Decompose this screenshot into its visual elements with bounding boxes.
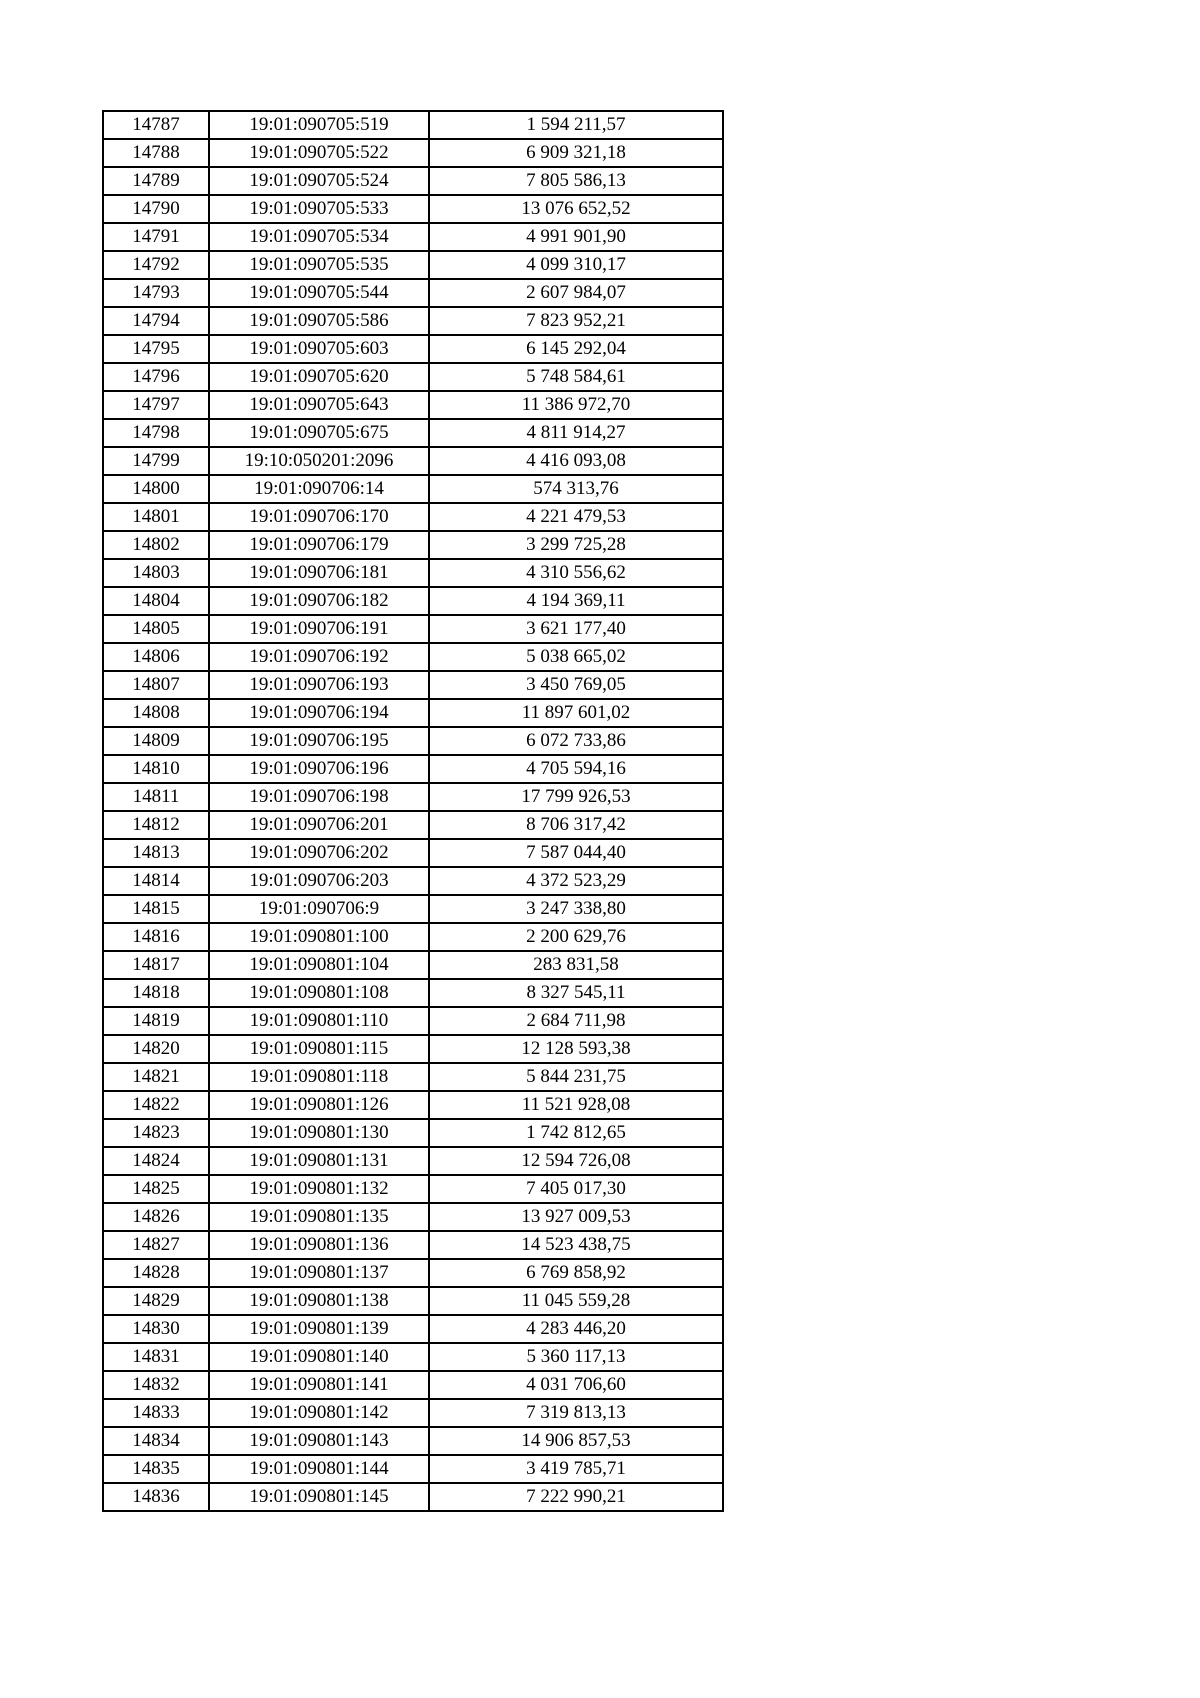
table-row xyxy=(103,699,723,727)
table-row xyxy=(103,139,723,167)
row-number-cell: 14793 xyxy=(103,279,209,307)
row-number-cell: 14791 xyxy=(103,223,209,251)
row-number-cell: 14792 xyxy=(103,251,209,279)
cadastral-value-cell: 1 742 812,65 xyxy=(429,1119,723,1147)
table-row xyxy=(103,951,723,979)
table-row xyxy=(103,1287,723,1315)
cadastral-value-cell: 283 831,58 xyxy=(429,951,723,979)
cadastral-number-cell: 19:01:090801:143 xyxy=(209,1427,429,1455)
row-number-cell: 14821 xyxy=(103,1063,209,1091)
row-number-cell: 14830 xyxy=(103,1315,209,1343)
row-number-cell: 14789 xyxy=(103,167,209,195)
cadastral-value-cell: 5 038 665,02 xyxy=(429,643,723,671)
cadastral-value-cell: 5 360 117,13 xyxy=(429,1343,723,1371)
cadastral-number-cell: 19:01:090801:104 xyxy=(209,951,429,979)
cadastral-number-cell: 19:01:090705:544 xyxy=(209,279,429,307)
row-number-cell: 14809 xyxy=(103,727,209,755)
cadastral-value-cell: 4 221 479,53 xyxy=(429,503,723,531)
cadastral-value-cell: 13 927 009,53 xyxy=(429,1203,723,1231)
cadastral-value-cell: 6 769 858,92 xyxy=(429,1259,723,1287)
cadastral-number-cell: 19:01:090706:192 xyxy=(209,643,429,671)
row-number-cell: 14787 xyxy=(103,111,209,139)
cadastral-value-cell: 7 319 813,13 xyxy=(429,1399,723,1427)
cadastral-value-cell: 6 145 292,04 xyxy=(429,335,723,363)
cadastral-number-cell: 19:01:090705:534 xyxy=(209,223,429,251)
row-number-cell: 14812 xyxy=(103,811,209,839)
cadastral-value-cell: 4 099 310,17 xyxy=(429,251,723,279)
cadastral-value-cell: 4 283 446,20 xyxy=(429,1315,723,1343)
cadastral-number-cell: 19:01:090705:603 xyxy=(209,335,429,363)
row-number-cell: 14816 xyxy=(103,923,209,951)
row-number-cell: 14823 xyxy=(103,1119,209,1147)
row-number-cell: 14832 xyxy=(103,1371,209,1399)
row-number-cell: 14795 xyxy=(103,335,209,363)
cadastral-value-cell: 11 045 559,28 xyxy=(429,1287,723,1315)
cadastral-value-cell: 3 247 338,80 xyxy=(429,895,723,923)
cadastral-value-cell: 3 299 725,28 xyxy=(429,531,723,559)
table-row xyxy=(103,447,723,475)
cadastral-number-cell: 19:01:090705:524 xyxy=(209,167,429,195)
cadastral-value-cell: 7 405 017,30 xyxy=(429,1175,723,1203)
table-row xyxy=(103,867,723,895)
table-row xyxy=(103,195,723,223)
cadastral-value-cell: 4 416 093,08 xyxy=(429,447,723,475)
table-row xyxy=(103,839,723,867)
cadastral-value-cell: 3 621 177,40 xyxy=(429,615,723,643)
row-number-cell: 14813 xyxy=(103,839,209,867)
row-number-cell: 14806 xyxy=(103,643,209,671)
row-number-cell: 14825 xyxy=(103,1175,209,1203)
cadastral-number-cell: 19:01:090801:144 xyxy=(209,1455,429,1483)
table-row xyxy=(103,1203,723,1231)
cadastral-value-cell: 7 805 586,13 xyxy=(429,167,723,195)
cadastral-number-cell: 19:01:090706:170 xyxy=(209,503,429,531)
row-number-cell: 14814 xyxy=(103,867,209,895)
cadastral-number-cell: 19:01:090801:115 xyxy=(209,1035,429,1063)
row-number-cell: 14810 xyxy=(103,755,209,783)
row-number-cell: 14829 xyxy=(103,1287,209,1315)
row-number-cell: 14820 xyxy=(103,1035,209,1063)
table-row xyxy=(103,419,723,447)
table-row xyxy=(103,475,723,503)
cadastral-value-cell: 1 594 211,57 xyxy=(429,111,723,139)
table-row xyxy=(103,979,723,1007)
cadastral-number-cell: 19:01:090801:118 xyxy=(209,1063,429,1091)
cadastral-number-cell: 19:01:090801:137 xyxy=(209,1259,429,1287)
row-number-cell: 14804 xyxy=(103,587,209,615)
cadastral-value-table xyxy=(102,110,724,1512)
table-row xyxy=(103,559,723,587)
cadastral-number-cell: 19:01:090705:620 xyxy=(209,363,429,391)
table-row xyxy=(103,1063,723,1091)
cadastral-number-cell: 19:01:090801:138 xyxy=(209,1287,429,1315)
cadastral-number-cell: 19:01:090705:519 xyxy=(209,111,429,139)
table-row xyxy=(103,1427,723,1455)
table-row xyxy=(103,111,723,139)
cadastral-number-cell: 19:01:090706:202 xyxy=(209,839,429,867)
cadastral-number-cell: 19:01:090801:126 xyxy=(209,1091,429,1119)
row-number-cell: 14819 xyxy=(103,1007,209,1035)
cadastral-number-cell: 19:01:090706:179 xyxy=(209,531,429,559)
cadastral-value-cell: 4 372 523,29 xyxy=(429,867,723,895)
cadastral-value-cell: 3 450 769,05 xyxy=(429,671,723,699)
row-number-cell: 14801 xyxy=(103,503,209,531)
row-number-cell: 14824 xyxy=(103,1147,209,1175)
row-number-cell: 14811 xyxy=(103,783,209,811)
cadastral-number-cell: 19:01:090706:194 xyxy=(209,699,429,727)
cadastral-number-cell: 19:01:090706:195 xyxy=(209,727,429,755)
table-body xyxy=(103,111,723,1511)
cadastral-value-cell: 12 594 726,08 xyxy=(429,1147,723,1175)
row-number-cell: 14797 xyxy=(103,391,209,419)
table-row xyxy=(103,531,723,559)
cadastral-number-cell: 19:01:090801:141 xyxy=(209,1371,429,1399)
table-row xyxy=(103,1399,723,1427)
row-number-cell: 14807 xyxy=(103,671,209,699)
table-row xyxy=(103,1147,723,1175)
table-row xyxy=(103,1371,723,1399)
row-number-cell: 14818 xyxy=(103,979,209,1007)
cadastral-value-cell: 6 072 733,86 xyxy=(429,727,723,755)
table-row xyxy=(103,783,723,811)
table-row xyxy=(103,1091,723,1119)
table-row xyxy=(103,1343,723,1371)
table-row xyxy=(103,615,723,643)
cadastral-value-cell: 4 031 706,60 xyxy=(429,1371,723,1399)
row-number-cell: 14835 xyxy=(103,1455,209,1483)
table-row xyxy=(103,1231,723,1259)
cadastral-value-cell: 5 844 231,75 xyxy=(429,1063,723,1091)
cadastral-value-cell: 2 684 711,98 xyxy=(429,1007,723,1035)
row-number-cell: 14826 xyxy=(103,1203,209,1231)
cadastral-number-cell: 19:01:090801:131 xyxy=(209,1147,429,1175)
table-row xyxy=(103,1315,723,1343)
row-number-cell: 14805 xyxy=(103,615,209,643)
table-row xyxy=(103,923,723,951)
cadastral-value-cell: 2 200 629,76 xyxy=(429,923,723,951)
cadastral-number-cell: 19:01:090705:522 xyxy=(209,139,429,167)
cadastral-number-cell: 19:01:090801:100 xyxy=(209,923,429,951)
row-number-cell: 14788 xyxy=(103,139,209,167)
table-row xyxy=(103,895,723,923)
cadastral-value-cell: 11 386 972,70 xyxy=(429,391,723,419)
row-number-cell: 14800 xyxy=(103,475,209,503)
row-number-cell: 14833 xyxy=(103,1399,209,1427)
cadastral-value-cell: 14 523 438,75 xyxy=(429,1231,723,1259)
table-row xyxy=(103,167,723,195)
table-row xyxy=(103,587,723,615)
cadastral-number-cell: 19:01:090705:675 xyxy=(209,419,429,447)
cadastral-value-cell: 4 811 914,27 xyxy=(429,419,723,447)
cadastral-number-cell: 19:01:090801:135 xyxy=(209,1203,429,1231)
table-row xyxy=(103,1175,723,1203)
cadastral-value-cell: 17 799 926,53 xyxy=(429,783,723,811)
row-number-cell: 14799 xyxy=(103,447,209,475)
cadastral-value-cell: 7 587 044,40 xyxy=(429,839,723,867)
cadastral-number-cell: 19:01:090706:193 xyxy=(209,671,429,699)
cadastral-value-cell: 8 327 545,11 xyxy=(429,979,723,1007)
row-number-cell: 14794 xyxy=(103,307,209,335)
cadastral-number-cell: 19:01:090801:110 xyxy=(209,1007,429,1035)
cadastral-value-cell: 11 897 601,02 xyxy=(429,699,723,727)
cadastral-value-cell: 14 906 857,53 xyxy=(429,1427,723,1455)
cadastral-value-cell: 12 128 593,38 xyxy=(429,1035,723,1063)
row-number-cell: 14803 xyxy=(103,559,209,587)
row-number-cell: 14808 xyxy=(103,699,209,727)
cadastral-number-cell: 19:01:090801:139 xyxy=(209,1315,429,1343)
cadastral-value-cell: 4 705 594,16 xyxy=(429,755,723,783)
cadastral-number-cell: 19:01:090801:142 xyxy=(209,1399,429,1427)
cadastral-number-cell: 19:01:090705:643 xyxy=(209,391,429,419)
table-row xyxy=(103,1007,723,1035)
table-row xyxy=(103,279,723,307)
cadastral-number-cell: 19:01:090801:132 xyxy=(209,1175,429,1203)
table-row xyxy=(103,503,723,531)
cadastral-value-cell: 7 823 952,21 xyxy=(429,307,723,335)
cadastral-number-cell: 19:01:090801:108 xyxy=(209,979,429,1007)
cadastral-number-cell: 19:01:090801:140 xyxy=(209,1343,429,1371)
cadastral-value-cell: 4 310 556,62 xyxy=(429,559,723,587)
cadastral-number-cell: 19:01:090706:201 xyxy=(209,811,429,839)
cadastral-value-cell: 574 313,76 xyxy=(429,475,723,503)
table-row xyxy=(103,223,723,251)
cadastral-number-cell: 19:01:090801:130 xyxy=(209,1119,429,1147)
cadastral-value-cell: 3 419 785,71 xyxy=(429,1455,723,1483)
row-number-cell: 14790 xyxy=(103,195,209,223)
cadastral-value-cell: 11 521 928,08 xyxy=(429,1091,723,1119)
table-row xyxy=(103,335,723,363)
cadastral-number-cell: 19:01:090706:198 xyxy=(209,783,429,811)
cadastral-number-cell: 19:10:050201:2096 xyxy=(209,447,429,475)
cadastral-number-cell: 19:01:090706:9 xyxy=(209,895,429,923)
table-row xyxy=(103,307,723,335)
cadastral-number-cell: 19:01:090706:14 xyxy=(209,475,429,503)
cadastral-value-cell: 8 706 317,42 xyxy=(429,811,723,839)
table-row xyxy=(103,1483,723,1511)
table-row xyxy=(103,1035,723,1063)
table-row xyxy=(103,251,723,279)
cadastral-number-cell: 19:01:090801:145 xyxy=(209,1483,429,1511)
table-row xyxy=(103,363,723,391)
cadastral-value-cell: 4 991 901,90 xyxy=(429,223,723,251)
table-row xyxy=(103,1455,723,1483)
table-row xyxy=(103,1119,723,1147)
cadastral-number-cell: 19:01:090706:182 xyxy=(209,587,429,615)
row-number-cell: 14817 xyxy=(103,951,209,979)
table-row xyxy=(103,1259,723,1287)
cadastral-number-cell: 19:01:090705:535 xyxy=(209,251,429,279)
row-number-cell: 14827 xyxy=(103,1231,209,1259)
row-number-cell: 14831 xyxy=(103,1343,209,1371)
row-number-cell: 14822 xyxy=(103,1091,209,1119)
cadastral-value-cell: 7 222 990,21 xyxy=(429,1483,723,1511)
cadastral-value-cell: 5 748 584,61 xyxy=(429,363,723,391)
table-row xyxy=(103,391,723,419)
cadastral-number-cell: 19:01:090706:191 xyxy=(209,615,429,643)
cadastral-number-cell: 19:01:090706:203 xyxy=(209,867,429,895)
cadastral-number-cell: 19:01:090706:196 xyxy=(209,755,429,783)
table-row xyxy=(103,671,723,699)
table-row xyxy=(103,755,723,783)
cadastral-value-cell: 2 607 984,07 xyxy=(429,279,723,307)
cadastral-value-cell: 4 194 369,11 xyxy=(429,587,723,615)
cadastral-number-cell: 19:01:090705:533 xyxy=(209,195,429,223)
row-number-cell: 14798 xyxy=(103,419,209,447)
row-number-cell: 14836 xyxy=(103,1483,209,1511)
table-row xyxy=(103,727,723,755)
cadastral-value-cell: 6 909 321,18 xyxy=(429,139,723,167)
cadastral-number-cell: 19:01:090706:181 xyxy=(209,559,429,587)
table-row xyxy=(103,811,723,839)
row-number-cell: 14828 xyxy=(103,1259,209,1287)
cadastral-value-cell: 13 076 652,52 xyxy=(429,195,723,223)
row-number-cell: 14815 xyxy=(103,895,209,923)
row-number-cell: 14802 xyxy=(103,531,209,559)
row-number-cell: 14796 xyxy=(103,363,209,391)
cadastral-number-cell: 19:01:090801:136 xyxy=(209,1231,429,1259)
table-row xyxy=(103,643,723,671)
cadastral-number-cell: 19:01:090705:586 xyxy=(209,307,429,335)
row-number-cell: 14834 xyxy=(103,1427,209,1455)
